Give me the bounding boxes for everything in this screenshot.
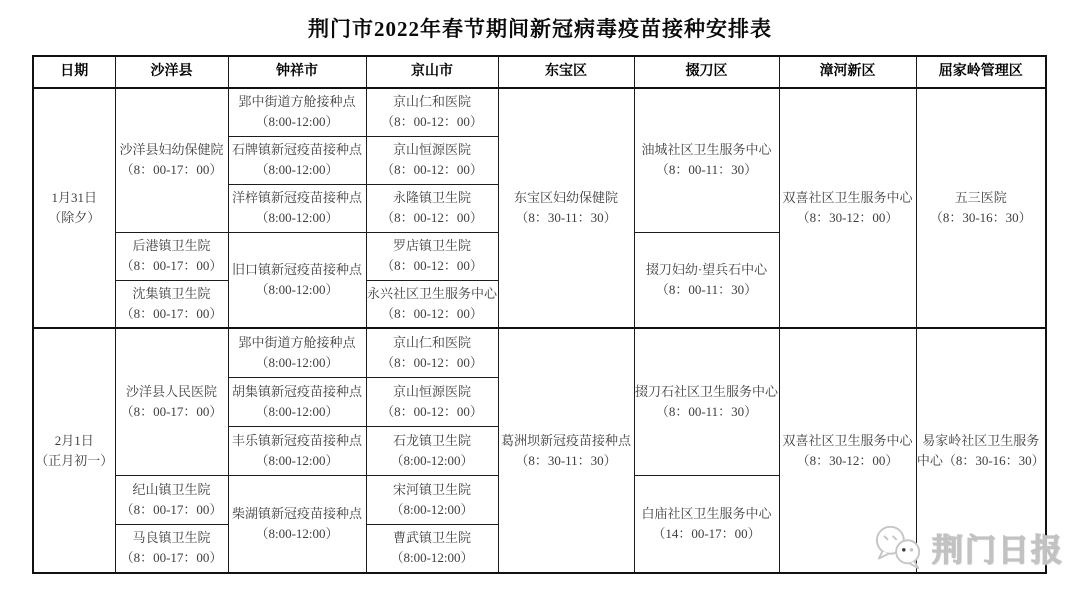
site-name: 纪山镇卫生院 <box>132 481 211 497</box>
site-time: （8:00-12:00） <box>255 281 339 297</box>
site-name: 永隆镇卫生院 <box>392 190 471 205</box>
site-name: 永兴社区卫生服务中心 <box>366 285 497 301</box>
site-time: （8:00-12:00） <box>255 210 339 225</box>
col-header-date: 日期 <box>33 56 115 88</box>
col-header-duodao: 掇刀区 <box>634 56 779 88</box>
site-cell-jingshan <box>366 232 498 280</box>
site-cell-jingshan <box>366 475 498 524</box>
site-name: 丰乐镇新冠疫苗接种点 <box>231 432 362 448</box>
site-cell-shayang <box>115 88 228 232</box>
site-time: （8:00-12:00） <box>255 354 339 370</box>
site-time: （8：00-17：00） <box>120 258 223 273</box>
site-name: 京山恒源医院 <box>392 383 471 399</box>
site-cell-shayang <box>115 524 228 573</box>
site-name: 易家岭社区卫生服务中 <box>916 432 1040 468</box>
site-time: （8:00-12:00） <box>255 452 339 468</box>
site-name: 葛洲坝新冠疫苗接种点 <box>500 432 631 448</box>
site-name: 白庙社区卫生服务中心 <box>641 505 772 521</box>
site-cell-zhongxiang <box>228 136 366 184</box>
site-time: （8:00-12:00） <box>255 114 339 130</box>
site-time: （8：00-17：00） <box>120 305 223 321</box>
site-time: （8：00-12：00） <box>381 354 483 370</box>
site-time: （8：00-12：00） <box>381 305 483 321</box>
date-note: （正月初一） <box>35 452 114 468</box>
site-cell-jingshan <box>366 328 498 377</box>
site-cell-jingshan <box>366 280 498 328</box>
site-cell-qujialing <box>916 88 1046 328</box>
date-cell <box>33 328 115 573</box>
site-name: 东宝区妇幼保健院 <box>513 190 618 205</box>
site-cell-zhanghe <box>779 328 916 573</box>
site-time: （8：00-17：00） <box>120 550 223 566</box>
site-cell-shayang <box>115 475 228 524</box>
site-cell-qujialing <box>916 328 1046 573</box>
site-cell-zhongxiang <box>228 232 366 328</box>
site-time: （8：00-17：00） <box>120 162 223 178</box>
site-time: （8：30-11：30） <box>515 452 617 468</box>
site-time: （8：00-11：30） <box>655 162 758 178</box>
site-time: （8:00-12:00） <box>390 452 474 468</box>
site-time: （8:00-12:00） <box>255 525 339 541</box>
site-cell-jingshan <box>366 136 498 184</box>
site-time: （8：00-17：00） <box>120 403 223 419</box>
site-name: 沙洋县人民医院 <box>125 383 217 399</box>
col-header-qujialing: 屈家岭管理区 <box>916 56 1046 88</box>
site-cell-duodao <box>634 475 779 573</box>
site-cell-zhongxiang <box>228 88 366 136</box>
header-row <box>33 56 1046 88</box>
site-time: （8：30-12：00） <box>796 452 899 468</box>
site-cell-shayang <box>115 328 228 475</box>
watermark-label: 荆门日报 <box>932 532 1064 568</box>
site-time: （8：00-11：30） <box>655 403 758 419</box>
site-name: 洋梓镇新冠疫苗接种点 <box>231 190 362 205</box>
col-header-dongbao: 东宝区 <box>498 56 634 88</box>
site-cell-zhongxiang <box>228 426 366 475</box>
date-text: 1月31日 <box>51 190 97 205</box>
vaccination-schedule-table <box>32 55 1047 574</box>
site-cell-jingshan <box>366 426 498 475</box>
site-cell-duodao <box>634 328 779 475</box>
site-cell-jingshan <box>366 377 498 426</box>
col-header-jingshan: 京山市 <box>366 56 498 88</box>
site-time: （8：30-16：30） <box>929 210 1032 225</box>
site-cell-zhongxiang <box>228 475 366 573</box>
site-time: （8：00-11：30） <box>655 281 758 297</box>
col-header-shayang: 沙洋县 <box>115 56 228 88</box>
site-name: 郢中街道方舱接种点 <box>238 94 356 110</box>
site-cell-dongbao <box>498 328 634 573</box>
site-time: （8：00-12：00） <box>381 403 483 419</box>
site-cell-zhongxiang <box>228 377 366 426</box>
site-cell-zhongxiang <box>228 184 366 232</box>
site-name: 后港镇卫生院 <box>132 238 211 253</box>
date-text: 2月1日 <box>54 432 94 448</box>
date-note: （除夕） <box>48 210 101 225</box>
site-time: （8：00-17：00） <box>120 501 223 517</box>
site-time: （8:00-12:00） <box>255 162 339 177</box>
table-row <box>33 88 1046 136</box>
site-name: 石龙镇卫生院 <box>392 432 471 448</box>
site-cell-shayang <box>115 280 228 328</box>
site-name: 京山恒源医院 <box>392 142 471 157</box>
col-header-zhanghe: 漳河新区 <box>779 56 916 88</box>
page-title: 荆门市2022年春节期间新冠病毒疫苗接种安排表 <box>308 17 772 41</box>
site-name: 掇刀妇幼·望兵石中心 <box>645 261 768 277</box>
site-cell-jingshan <box>366 524 498 573</box>
site-cell-dongbao <box>498 88 634 328</box>
site-name: 马良镇卫生院 <box>132 530 211 546</box>
site-name: 宋河镇卫生院 <box>392 481 471 497</box>
site-time: （8:00-12:00） <box>390 550 474 566</box>
site-name: 胡集镇新冠疫苗接种点 <box>231 383 362 399</box>
site-name: 油城社区卫生服务中心 <box>641 142 772 158</box>
site-time: 心（8：30-16：30） <box>929 452 1045 468</box>
site-name: 曹武镇卫生院 <box>392 530 471 546</box>
site-name: 柴湖镇新冠疫苗接种点 <box>231 505 362 521</box>
site-cell-zhanghe <box>779 88 916 328</box>
site-cell-zhongxiang <box>228 328 366 377</box>
site-name: 双喜社区卫生服务中心 <box>782 190 913 205</box>
site-time: （8：30-12：00） <box>796 210 899 225</box>
site-cell-jingshan <box>366 88 498 136</box>
site-name: 双喜社区卫生服务中心 <box>782 432 913 448</box>
site-name: 旧口镇新冠疫苗接种点 <box>231 261 362 277</box>
site-cell-duodao <box>634 232 779 328</box>
site-time: （8：00-12：00） <box>381 114 483 130</box>
site-cell-duodao <box>634 88 779 232</box>
date-cell <box>33 88 115 328</box>
site-time: （8：00-12：00） <box>381 258 483 273</box>
site-time: （14：00-17：00） <box>652 525 761 541</box>
site-time: （8：00-12：00） <box>381 162 483 177</box>
site-name: 罗店镇卫生院 <box>392 238 471 253</box>
site-time: （8：30-11：30） <box>515 210 617 225</box>
site-time: （8:00-12:00） <box>255 403 339 419</box>
site-name: 京山仁和医院 <box>392 94 471 110</box>
site-name: 京山仁和医院 <box>392 334 471 350</box>
col-header-zhongxiang: 钟祥市 <box>228 56 366 88</box>
site-name: 郢中街道方舱接种点 <box>238 334 356 350</box>
site-name: 沙洋县妇幼保健院 <box>119 142 224 158</box>
site-time: （8：00-12：00） <box>381 210 483 225</box>
site-cell-shayang <box>115 232 228 280</box>
site-cell-jingshan <box>366 184 498 232</box>
site-name: 五三医院 <box>954 190 1007 205</box>
site-time: （8:00-12:00） <box>390 501 474 517</box>
site-name: 掇刀石社区卫生服务中心 <box>634 383 778 399</box>
site-name: 沈集镇卫生院 <box>132 285 211 301</box>
site-name: 石牌镇新冠疫苗接种点 <box>231 142 362 157</box>
table-row <box>33 328 1046 377</box>
